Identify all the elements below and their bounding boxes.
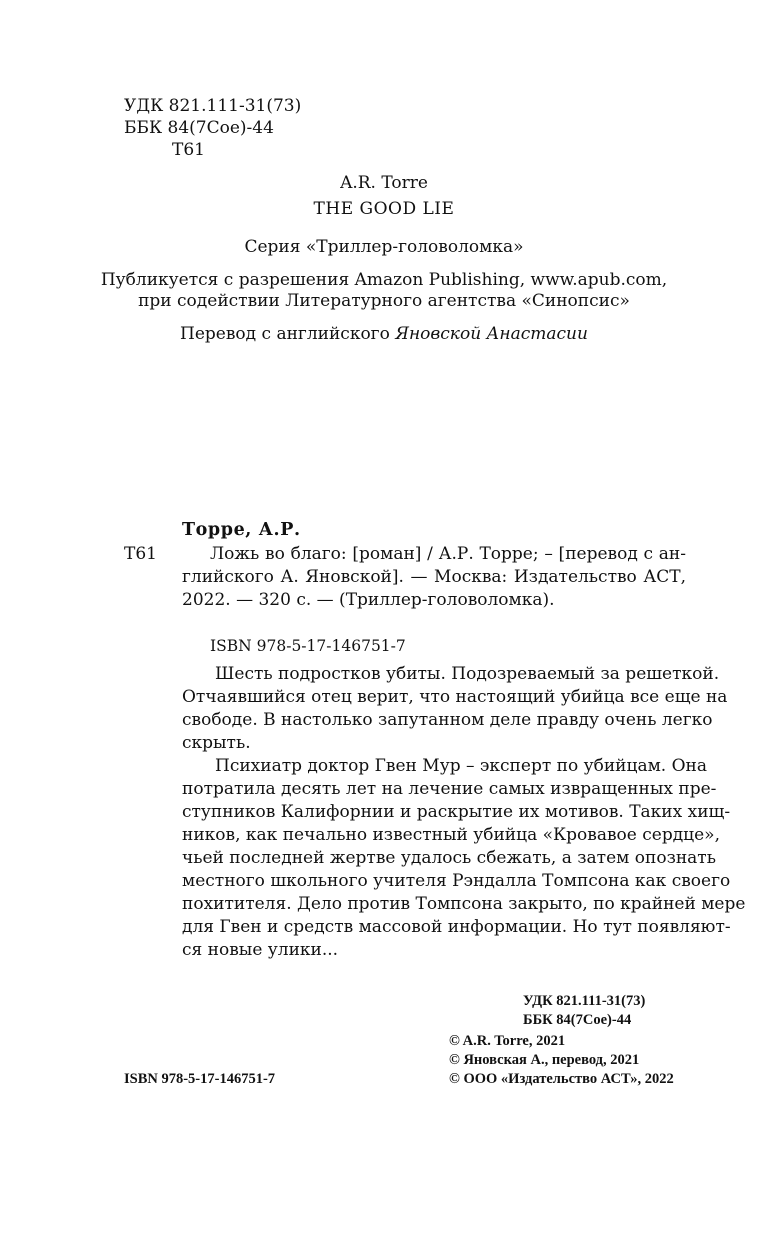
rights-line-1: Публикуется с разрешения Amazon Publishing, www.apub.com,: [100, 270, 668, 290]
annotation-line: ся новые улики...: [182, 940, 339, 960]
annotation-line: потратила десять лет на лечение самых извращенных пре-: [182, 779, 717, 799]
annotation-line: свободе. В настолько запутанном деле правду очень легко: [182, 710, 713, 730]
bottom-isbn: ISBN 978-5-17-146751-7: [124, 1071, 276, 1087]
translation-prefix: Перевод с английского: [180, 324, 390, 344]
annotation-line: скрыть.: [182, 733, 251, 753]
copyright-line: © A.R. Torre, 2021: [449, 1033, 566, 1049]
copyright-line: © ООО «Издательство АСТ», 2022: [449, 1071, 674, 1087]
annotation-line: ступников Калифорнии и раскрытие их мотивов. Таких хищ-: [182, 802, 731, 822]
annotation-line: для Гвен и средств массовой информации. Но тут появляют-: [182, 917, 731, 937]
annotation-line: Психиатр доктор Гвен Мур – эксперт по убийцам. Она: [215, 756, 708, 776]
annotation-line: похитителя. Дело против Томпсона закрыто, по крайней мере: [182, 894, 746, 914]
author-mark: Т61: [172, 140, 205, 160]
udk-code: УДК 821.111-31(73): [124, 96, 302, 116]
series-line: Серия «Триллер-головоломка»: [244, 237, 524, 257]
annotation-line: Отчаявшийся отец верит, что настоящий убийца все еще на: [182, 687, 728, 707]
translation-line: [0, 324, 768, 344]
bottom-udk: УДК 821.111-31(73): [523, 993, 646, 1009]
catalog-line: глийского А. Яновской]. — Москва: Издательство АСТ,: [182, 567, 686, 587]
annotation-line: местного школьного учителя Рэндалла Томпсона как своего: [182, 871, 731, 891]
catalog-isbn: ISBN 978-5-17-146751-7: [210, 637, 406, 655]
copyright-line: © Яновская А., перевод, 2021: [449, 1052, 640, 1068]
catalog-author-heading: Торре, А.Р.: [182, 520, 301, 540]
annotation-line: ников, как печально известный убийца «Кровавое сердце»,: [182, 825, 720, 845]
original-title: THE GOOD LIE: [313, 199, 455, 219]
catalog-line: 2022. — 320 с. — (Триллер-головоломка).: [182, 590, 555, 610]
annotation-line: чьей последней жертве удалось сбежать, а затем опознать: [182, 848, 716, 868]
translator-name: Яновской Анастасии: [395, 324, 588, 344]
original-author: A.R. Torre: [340, 173, 428, 193]
annotation-line: Шесть подростков убиты. Подозреваемый за решеткой.: [215, 664, 720, 684]
bottom-bbk: ББК 84(7Сое)-44: [523, 1012, 632, 1028]
bbk-code: ББК 84(7Сое)-44: [124, 118, 274, 138]
catalog-line: Ложь во благо: [роман] / А.Р. Торре; – [перевод с ан-: [210, 544, 686, 564]
catalog-code: Т61: [124, 544, 157, 564]
rights-line-2: при содействии Литературного агентства «Синопсис»: [138, 291, 630, 311]
